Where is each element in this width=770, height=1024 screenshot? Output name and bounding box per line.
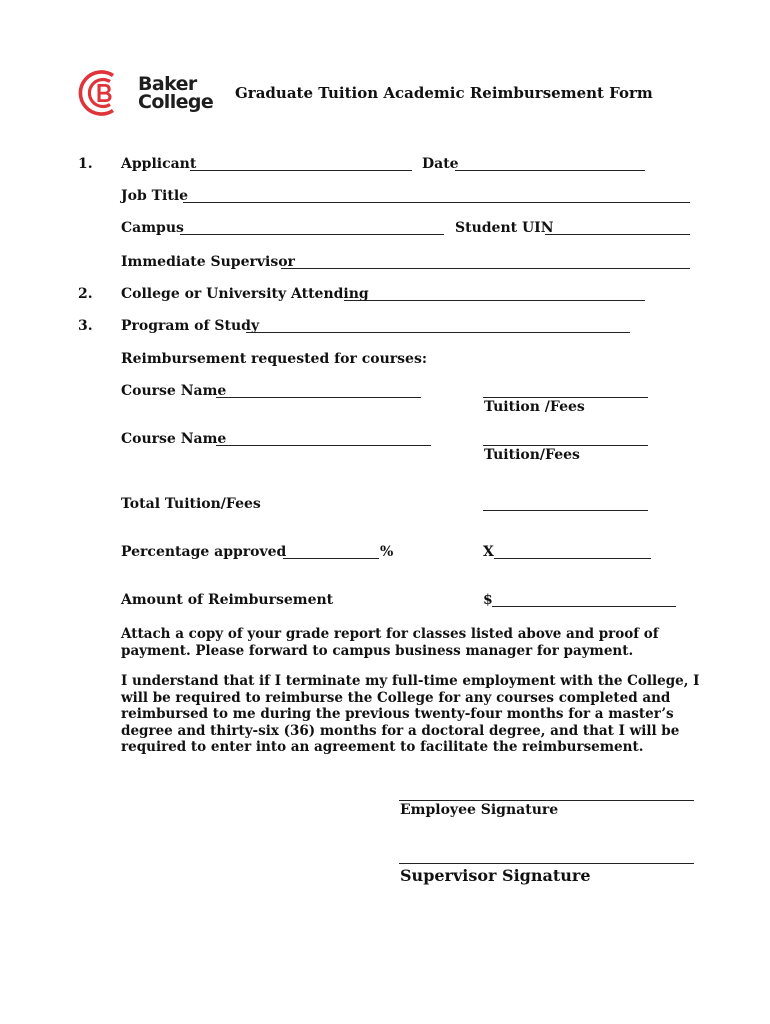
multiply-sign: X	[483, 544, 494, 560]
logo-text-line2: College	[138, 91, 214, 113]
course-2-fees-caption: Tuition/Fees	[484, 447, 580, 463]
logo-text-line1: Baker	[138, 73, 197, 95]
baker-college-logo	[78, 68, 212, 118]
campus-field[interactable]	[180, 234, 444, 235]
applicant-label: Applicant	[121, 156, 197, 172]
course-2-fees-field[interactable]	[483, 445, 648, 446]
student-uin-field[interactable]	[545, 234, 690, 235]
course-2-name-field[interactable]	[216, 445, 431, 446]
student-uin-label: Student UIN	[455, 220, 554, 236]
amount-of-reimbursement-field[interactable]	[492, 606, 676, 607]
college-attending-label: College or University Attending	[121, 286, 369, 302]
section-3-number: 3.	[78, 318, 93, 334]
percentage-approved-label: Percentage approved	[121, 544, 287, 560]
employee-signature-label: Employee Signature	[400, 802, 559, 818]
supervisor-signature-label: Supervisor Signature	[400, 866, 591, 885]
percent-sign: %	[380, 544, 394, 560]
baker-college-emblem-icon	[78, 68, 128, 118]
amount-of-reimbursement-label: Amount of Reimbursement	[121, 592, 334, 608]
agreement-text: I understand that if I terminate my full-time employment with the College, I will be required to reimburse the College for any courses completed and reimbursed to me during the previous twenty-four months for a master’s degree and thirty-six (36) months for a doctoral degree, and that I will be required to enter into an agreement to facilitate the reimbursement.	[121, 673, 700, 755]
course-1-name-label: Course Name	[121, 383, 227, 399]
section-1-number: 1.	[78, 156, 93, 172]
date-label: Date	[422, 156, 459, 172]
attach-instructions: Attach a copy of your grade report for classes listed above and proof of payment. Please forward to campus business manager for payment.	[121, 626, 659, 659]
applicant-field[interactable]	[190, 170, 412, 171]
job-title-label: Job Title	[121, 188, 189, 204]
campus-label: Campus	[121, 220, 184, 236]
form-title: Graduate Tuition Academic Reimbursement Form	[235, 84, 653, 102]
job-title-field[interactable]	[183, 202, 690, 203]
course-1-name-field[interactable]	[216, 397, 421, 398]
course-1-fees-caption: Tuition /Fees	[484, 399, 585, 415]
program-of-study-field[interactable]	[246, 332, 630, 333]
section-2-number: 2.	[78, 286, 93, 302]
employee-signature-field[interactable]	[399, 800, 694, 801]
total-tuition-label: Total Tuition/Fees	[121, 496, 261, 512]
supervisor-signature-field[interactable]	[399, 863, 694, 864]
immediate-supervisor-field[interactable]	[281, 268, 690, 269]
immediate-supervisor-label: Immediate Supervisor	[121, 254, 295, 270]
course-2-name-label: Course Name	[121, 431, 227, 447]
total-tuition-field[interactable]	[483, 510, 648, 511]
course-1-fees-field[interactable]	[483, 397, 648, 398]
program-of-study-label: Program of Study	[121, 318, 260, 334]
percentage-approved-field[interactable]	[283, 558, 379, 559]
dollar-sign: $	[483, 592, 493, 608]
date-field[interactable]	[455, 170, 645, 171]
courses-heading: Reimbursement requested for courses:	[121, 351, 427, 367]
multiply-value-field[interactable]	[494, 558, 651, 559]
college-attending-field[interactable]	[344, 300, 645, 301]
